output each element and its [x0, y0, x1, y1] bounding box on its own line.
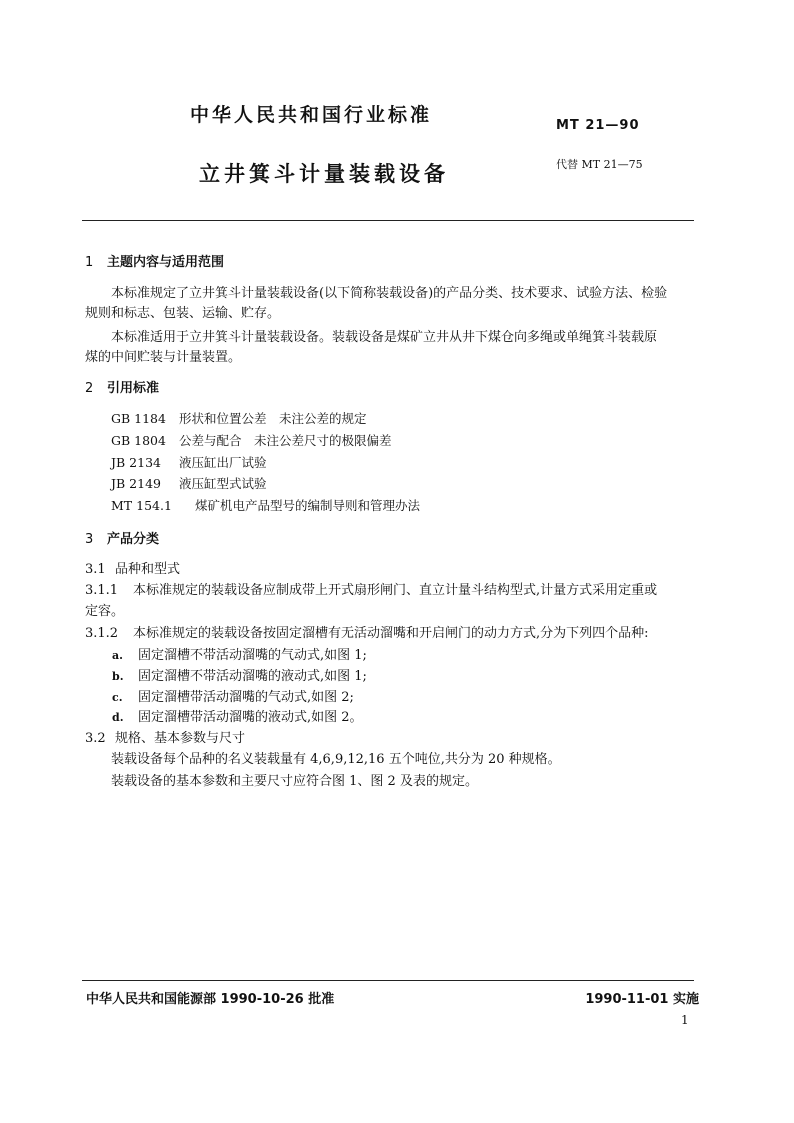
clause-3-1-1-number: 3.1.1	[85, 583, 119, 598]
page-number: 1	[681, 1013, 689, 1027]
reference-row	[111, 453, 267, 471]
org-title: 中华人民共和国行业标准	[190, 104, 433, 126]
reference-title: 公差与配合 未注公差尺寸的极限偏差	[179, 433, 392, 448]
approval-note: 中华人民共和国能源部 1990-10-26 批准	[86, 992, 335, 1007]
section-1-paragraph-1-line-2: 规则和标志、包装、运输、贮存。	[85, 306, 281, 321]
list-item	[112, 686, 354, 705]
section-3-heading	[85, 528, 159, 547]
footer-divider	[82, 980, 694, 981]
section-1-heading	[85, 251, 224, 270]
subsection-3-1-number: 3.1	[85, 562, 106, 577]
reference-code: GB 1184	[111, 411, 166, 426]
header-divider	[82, 220, 694, 221]
section-2-title: 引用标准	[107, 381, 160, 396]
list-item-label: c.	[112, 691, 123, 704]
clause-3-1-1-line-1	[85, 579, 657, 598]
reference-title: 液压缸型式试验	[179, 476, 267, 491]
subsection-3-2	[85, 727, 245, 746]
subsection-3-2-line-2: 装载设备的基本参数和主要尺寸应符合图 1、图 2 及表的规定。	[111, 774, 478, 789]
reference-row	[111, 431, 392, 449]
list-item-text: 固定溜槽不带活动溜嘴的气动式,如图 1;	[138, 648, 367, 663]
list-item-text: 固定溜槽带活动溜嘴的气动式,如图 2;	[138, 690, 354, 705]
subsection-3-1-title: 品种和型式	[115, 562, 181, 577]
list-item-label: d.	[112, 711, 124, 724]
reference-row	[111, 496, 420, 514]
replaces-note: 代替 MT 21—75	[556, 158, 643, 171]
reference-code: JB 2149	[111, 476, 161, 491]
section-1-paragraph-2-line-1: 本标准适用于立井箕斗计量装载设备。装载设备是煤矿立井从井下煤仓向多绳或单绳箕斗装载原	[111, 330, 658, 345]
section-1-number: 1	[85, 255, 94, 270]
subsection-3-1	[85, 558, 180, 577]
list-item-text: 固定溜槽不带活动溜嘴的液动式,如图 1;	[138, 669, 367, 684]
subsection-3-2-title: 规格、基本参数与尺寸	[115, 731, 246, 746]
section-3-number: 3	[85, 532, 94, 547]
reference-title: 形状和位置公差 未注公差的规定	[179, 411, 367, 426]
reference-row	[111, 474, 267, 492]
section-1-title: 主题内容与适用范围	[107, 255, 225, 270]
reference-title: 煤矿机电产品型号的编制导则和管理办法	[195, 498, 421, 513]
clause-3-1-1-text: 本标准规定的装载设备应制成带上开式扇形闸门、直立计量斗结构型式,计量方式采用定重或	[133, 583, 658, 598]
list-item	[112, 706, 363, 725]
clause-3-1-2-text: 本标准规定的装载设备按固定溜槽有无活动溜嘴和开启闸门的动力方式,分为下列四个品种:	[133, 626, 649, 641]
clause-3-1-1-line-2: 定容。	[85, 604, 125, 619]
clause-3-1-2-number: 3.1.2	[85, 626, 119, 641]
document-title: 立井箕斗计量装载设备	[199, 162, 449, 186]
list-item-text: 固定溜槽带活动溜嘴的液动式,如图 2。	[138, 710, 363, 725]
reference-code: MT 154.1	[111, 498, 172, 513]
section-3-title: 产品分类	[107, 532, 160, 547]
section-1-paragraph-1-line-1: 本标准规定了立井箕斗计量装载设备(以下简称装载设备)的产品分类、技术要求、试验方法、检验	[111, 286, 668, 301]
subsection-3-2-number: 3.2	[85, 731, 106, 746]
list-item	[112, 644, 367, 663]
list-item-label: a.	[112, 649, 123, 662]
reference-title: 液压缸出厂试验	[179, 455, 267, 470]
standard-number: MT 21—90	[556, 118, 640, 133]
section-2-heading	[85, 377, 159, 396]
effective-date: 1990-11-01 实施	[585, 992, 699, 1007]
list-item	[112, 665, 367, 684]
list-item-label: b.	[112, 670, 124, 683]
clause-3-1-2	[85, 622, 649, 641]
subsection-3-2-line-1: 装载设备每个品种的名义装载量有 4,6,9,12,16 五个吨位,共分为 20 种规格。	[111, 752, 561, 767]
reference-row	[111, 409, 367, 427]
reference-code: GB 1804	[111, 433, 166, 448]
section-2-number: 2	[85, 381, 94, 396]
reference-code: JB 2134	[111, 455, 161, 470]
section-1-paragraph-2-line-2: 煤的中间贮装与计量装置。	[85, 350, 242, 365]
